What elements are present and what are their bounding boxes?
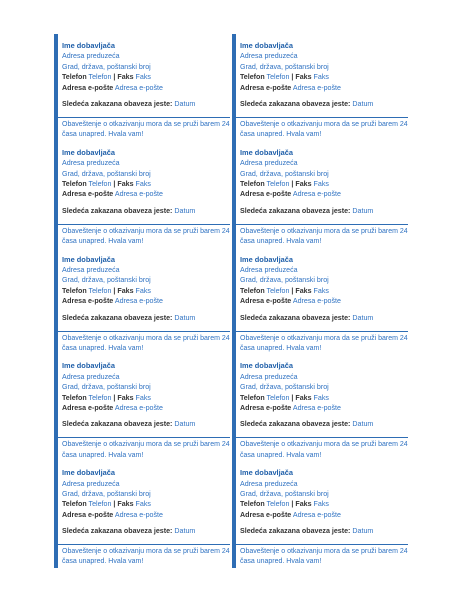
company-address[interactable]: Adresa preduzeća: [62, 266, 120, 274]
separator: |: [113, 73, 116, 82]
email-value[interactable]: Adresa e-pošte: [114, 83, 163, 92]
divider-line: [236, 331, 408, 332]
card-contact-block: [62, 41, 230, 109]
divider-line: [236, 544, 408, 545]
email-value[interactable]: Adresa e-pošte: [114, 297, 163, 306]
divider-line: [58, 437, 230, 438]
email-value[interactable]: Adresa e-pošte: [114, 510, 163, 519]
fax-label: Faks: [117, 286, 134, 295]
next-appointment-label: Sledeća zakazana obaveza jeste:: [240, 100, 351, 109]
email-label: Adresa e-pošte: [62, 297, 114, 306]
email-value[interactable]: Adresa e-pošte: [114, 404, 163, 413]
fax-value[interactable]: Faks: [313, 393, 329, 402]
phone-value[interactable]: Telefon: [266, 393, 290, 402]
supplier-name[interactable]: Ime dobavljača: [62, 468, 115, 478]
company-address[interactable]: Adresa preduzeća: [62, 479, 120, 488]
fax-value[interactable]: Faks: [313, 180, 329, 189]
email-value[interactable]: Adresa e-pošte: [292, 404, 341, 413]
cancellation-notice[interactable]: Obaveštenje o otkazivanju mora da se pruži barem 24 časa unapred. Hvala vam!: [62, 441, 230, 459]
card-contact-block: [62, 468, 230, 536]
fax-value[interactable]: Faks: [313, 500, 329, 509]
city-state-zip[interactable]: Grad, država, poštanski broj: [240, 276, 329, 285]
cancellation-notice[interactable]: Obaveštenje o otkazivanju mora da se pruži barem 24 časa unapred. Hvala vam!: [240, 548, 408, 566]
card-contact-block: [62, 148, 230, 216]
email-value[interactable]: Adresa e-pošte: [292, 510, 341, 519]
card-contact-block: [240, 468, 408, 536]
next-appointment-date[interactable]: Datum: [352, 527, 374, 536]
email-label: Adresa e-pošte: [240, 404, 292, 413]
fax-label: Faks: [295, 286, 312, 295]
email-label: Adresa e-pošte: [62, 83, 114, 92]
separator: |: [113, 500, 116, 509]
supplier-name[interactable]: Ime dobavljača: [62, 147, 115, 157]
supplier-name[interactable]: Ime dobavljača: [240, 361, 293, 371]
email-label: Adresa e-pošte: [240, 510, 292, 519]
next-appointment-date[interactable]: Datum: [174, 206, 196, 215]
separator: |: [291, 180, 294, 189]
next-appointment-date[interactable]: Datum: [174, 313, 196, 322]
city-state-zip[interactable]: Grad, država, poštanski broj: [62, 276, 151, 285]
email-value[interactable]: Adresa e-pošte: [114, 190, 163, 199]
cancellation-notice[interactable]: Obaveštenje o otkazivanju mora da se pruži barem 24 časa unapred. Hvala vam!: [240, 121, 408, 139]
fax-label: Faks: [117, 73, 134, 82]
next-appointment-date[interactable]: Datum: [352, 313, 374, 322]
supplier-name[interactable]: Ime dobavljača: [240, 468, 293, 478]
card-contact-block: [240, 148, 408, 216]
next-appointment-label: Sledeća zakazana obaveza jeste:: [62, 206, 173, 215]
phone-label: Telefon: [240, 500, 265, 509]
company-address[interactable]: Adresa preduzeća: [62, 372, 120, 381]
city-state-zip[interactable]: Grad, država, poštanski broj: [240, 169, 329, 178]
separator: |: [113, 286, 116, 295]
phone-label: Telefon: [62, 180, 87, 189]
fax-label: Faks: [295, 73, 312, 82]
email-label: Adresa e-pošte: [240, 83, 292, 92]
next-appointment-label: Sledeća zakazana obaveza jeste:: [62, 313, 173, 322]
email-label: Adresa e-pošte: [62, 190, 114, 199]
company-address[interactable]: Adresa preduzeća: [240, 372, 298, 381]
company-address[interactable]: Adresa preduzeća: [240, 266, 298, 274]
appointment-card: [232, 34, 410, 141]
appointment-card: [54, 248, 232, 355]
divider-line: [236, 437, 408, 438]
city-state-zip[interactable]: Grad, država, poštanski broj: [240, 62, 329, 71]
next-appointment-label: Sledeća zakazana obaveza jeste:: [62, 420, 173, 429]
email-value[interactable]: Adresa e-pošte: [292, 190, 341, 199]
company-address[interactable]: Adresa preduzeća: [62, 52, 120, 61]
phone-label: Telefon: [62, 73, 87, 82]
phone-value[interactable]: Telefon: [88, 73, 112, 82]
card-contact-block: [62, 255, 230, 323]
supplier-name[interactable]: Ime dobavljača: [62, 361, 115, 371]
next-appointment-label: Sledeća zakazana obaveza jeste:: [240, 206, 351, 215]
cancellation-notice[interactable]: Obaveštenje o otkazivanju mora da se pruži barem 24 časa unapred. Hvala vam!: [240, 334, 408, 352]
supplier-name[interactable]: Ime dobavljača: [62, 41, 115, 50]
phone-value[interactable]: Telefon: [88, 286, 112, 295]
cancellation-notice[interactable]: Obaveštenje o otkazivanju mora da se pruži barem 24 časa unapred. Hvala vam!: [62, 227, 230, 245]
appointment-card: [232, 141, 410, 248]
cancellation-notice[interactable]: Obaveštenje o otkazivanju mora da se pruži barem 24 časa unapred. Hvala vam!: [240, 227, 408, 245]
fax-label: Faks: [117, 393, 134, 402]
company-address[interactable]: Adresa preduzeća: [240, 159, 298, 168]
supplier-name[interactable]: Ime dobavljača: [62, 254, 115, 264]
city-state-zip[interactable]: Grad, država, poštanski broj: [240, 490, 329, 498]
phone-value[interactable]: Telefon: [266, 73, 290, 82]
next-appointment-date[interactable]: Datum: [174, 420, 196, 429]
appointment-card: [232, 248, 410, 355]
phone-value[interactable]: Telefon: [88, 500, 112, 509]
separator: |: [291, 286, 294, 295]
next-appointment-label: Sledeća zakazana obaveza jeste:: [240, 527, 351, 536]
email-label: Adresa e-pošte: [240, 297, 292, 306]
phone-value[interactable]: Telefon: [88, 393, 112, 402]
separator: |: [113, 180, 116, 189]
card-contact-block: [240, 41, 408, 109]
card-contact-block: [62, 361, 230, 429]
separator: |: [291, 500, 294, 509]
next-appointment-date[interactable]: Datum: [352, 420, 374, 429]
appointment-card: [54, 34, 232, 141]
next-appointment-date[interactable]: Datum: [352, 100, 374, 109]
email-label: Adresa e-pošte: [62, 404, 114, 413]
city-state-zip[interactable]: Grad, država, poštanski broj: [62, 169, 151, 178]
email-value[interactable]: Adresa e-pošte: [292, 297, 341, 306]
divider-line: [236, 224, 408, 225]
phone-label: Telefon: [240, 393, 265, 402]
city-state-zip[interactable]: Grad, država, poštanski broj: [62, 62, 151, 71]
fax-label: Faks: [117, 180, 134, 189]
fax-value[interactable]: Faks: [313, 73, 329, 82]
fax-value[interactable]: Faks: [135, 500, 151, 509]
company-address[interactable]: Adresa preduzeća: [62, 159, 120, 168]
separator: |: [291, 393, 294, 402]
appointment-card: [232, 354, 410, 461]
supplier-name[interactable]: Ime dobavljača: [240, 147, 293, 157]
phone-value[interactable]: Telefon: [266, 180, 290, 189]
next-appointment-date[interactable]: Datum: [174, 527, 196, 536]
email-label: Adresa e-pošte: [240, 190, 292, 199]
appointment-cards-sheet: [54, 34, 410, 568]
city-state-zip[interactable]: Grad, država, poštanski broj: [62, 383, 151, 392]
cancellation-notice[interactable]: Obaveštenje o otkazivanju mora da se pruži barem 24 časa unapred. Hvala vam!: [240, 441, 408, 459]
cancellation-notice[interactable]: Obaveštenje o otkazivanju mora da se pruži barem 24 časa unapred. Hvala vam!: [62, 121, 230, 139]
company-address[interactable]: Adresa preduzeća: [240, 479, 298, 488]
city-state-zip[interactable]: Grad, država, poštanski broj: [62, 490, 151, 498]
card-contact-block: [240, 361, 408, 429]
fax-value[interactable]: Faks: [313, 286, 329, 295]
fax-label: Faks: [117, 500, 134, 509]
separator: |: [113, 393, 116, 402]
fax-value[interactable]: Faks: [135, 73, 151, 82]
next-appointment-label: Sledeća zakazana obaveza jeste:: [62, 100, 173, 109]
next-appointment-label: Sledeća zakazana obaveza jeste:: [240, 420, 351, 429]
phone-value[interactable]: Telefon: [88, 180, 112, 189]
phone-value[interactable]: Telefon: [266, 500, 290, 509]
fax-value[interactable]: Faks: [135, 180, 151, 189]
phone-label: Telefon: [62, 286, 87, 295]
phone-label: Telefon: [62, 500, 87, 509]
divider-line: [58, 331, 230, 332]
appointment-card: [54, 461, 232, 568]
fax-label: Faks: [295, 180, 312, 189]
fax-value[interactable]: Faks: [135, 286, 151, 295]
city-state-zip[interactable]: Grad, država, poštanski broj: [240, 383, 329, 392]
cancellation-notice[interactable]: Obaveštenje o otkazivanju mora da se pruži barem 24 časa unapred. Hvala vam!: [62, 548, 230, 566]
supplier-name[interactable]: Ime dobavljača: [240, 41, 293, 50]
cancellation-notice[interactable]: Obaveštenje o otkazivanju mora da se pruži barem 24 časa unapred. Hvala vam!: [62, 334, 230, 352]
supplier-name[interactable]: Ime dobavljača: [240, 254, 293, 264]
phone-label: Telefon: [240, 73, 265, 82]
fax-label: Faks: [295, 500, 312, 509]
separator: |: [291, 73, 294, 82]
phone-label: Telefon: [240, 180, 265, 189]
phone-value[interactable]: Telefon: [266, 286, 290, 295]
divider-line: [58, 544, 230, 545]
card-contact-block: [240, 255, 408, 323]
next-appointment-date[interactable]: Datum: [352, 206, 374, 215]
divider-line: [58, 224, 230, 225]
appointment-card: [232, 461, 410, 568]
appointment-card: [54, 354, 232, 461]
divider-line: [236, 117, 408, 118]
company-address[interactable]: Adresa preduzeća: [240, 52, 298, 61]
email-value[interactable]: Adresa e-pošte: [292, 83, 341, 92]
email-label: Adresa e-pošte: [62, 510, 114, 519]
appointment-card: [54, 141, 232, 248]
fax-label: Faks: [295, 393, 312, 402]
fax-value[interactable]: Faks: [135, 393, 151, 402]
next-appointment-label: Sledeća zakazana obaveza jeste:: [62, 527, 173, 536]
divider-line: [58, 117, 230, 118]
phone-label: Telefon: [62, 393, 87, 402]
next-appointment-date[interactable]: Datum: [174, 100, 196, 109]
phone-label: Telefon: [240, 286, 265, 295]
next-appointment-label: Sledeća zakazana obaveza jeste:: [240, 313, 351, 322]
